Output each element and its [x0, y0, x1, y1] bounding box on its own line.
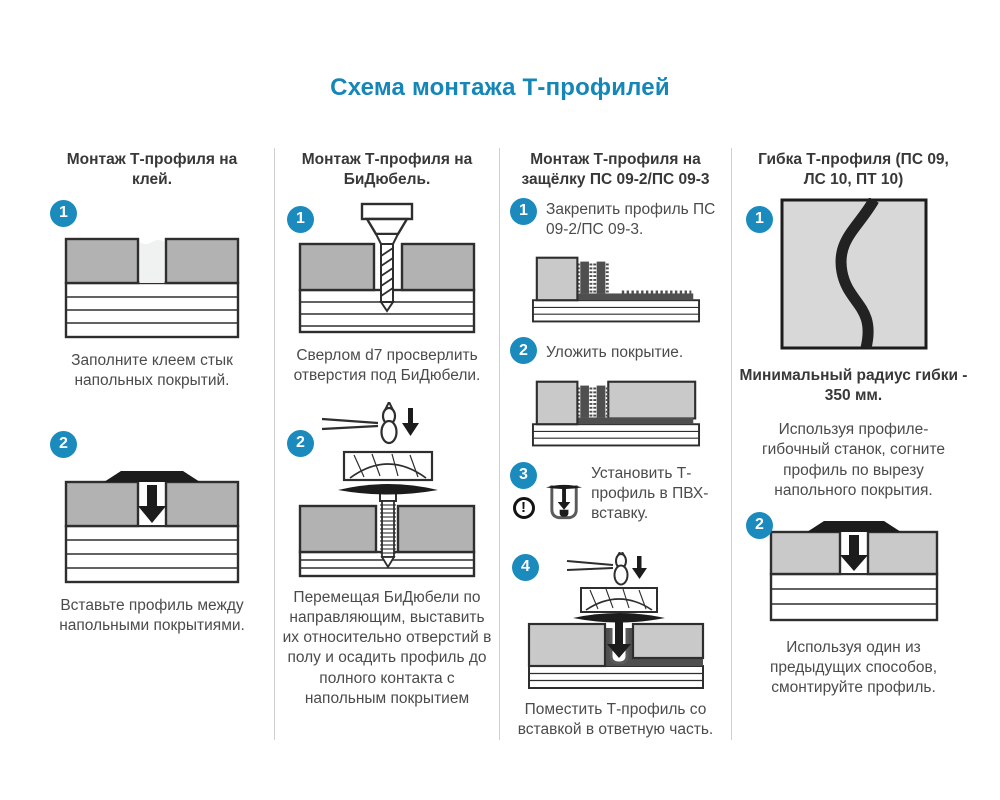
step-badge: 1	[510, 198, 537, 225]
t-profile-cap	[807, 521, 901, 532]
latch-clip	[577, 262, 693, 301]
warning-icon: !	[513, 497, 535, 519]
step-badge: 2	[510, 337, 537, 364]
column-bidowel	[275, 148, 500, 740]
t-profile-cap	[573, 613, 665, 623]
glue-joint-illustration	[64, 237, 240, 339]
step-caption: Сверлом d7 просверлить отверстия под БиДюбели.	[293, 346, 481, 384]
floor-covering-right	[608, 382, 695, 419]
step-block	[281, 202, 493, 334]
step-block	[506, 552, 725, 690]
drilling-illustration	[292, 202, 482, 334]
step-block	[738, 198, 969, 350]
min-radius-caption: Минимальный радиус гибки - 350 мм.	[739, 366, 968, 404]
page-title: Схема монтажа Т-профилей	[330, 74, 670, 101]
hammer-icon	[567, 552, 628, 585]
column-bending-header: Гибка Т-профиля (ПС 09, ЛС 10, ПТ 10)	[758, 151, 949, 188]
step-badge: 3	[510, 462, 537, 489]
glue-gap	[140, 240, 165, 283]
column-glue	[30, 148, 275, 740]
pvc-insert-illustration	[546, 462, 582, 542]
column-bidowel-header: Монтаж Т-профиля на БиДюбель.	[301, 151, 473, 188]
floor-covering-right	[166, 239, 238, 283]
step-badge: 1	[50, 200, 77, 227]
column-latch-header: Монтаж Т-профиля на защёлку ПС 09-2/ПС 09-3	[521, 151, 710, 188]
hammer-icon	[322, 402, 397, 443]
down-arrow-icon	[632, 556, 647, 579]
step-badge: 2	[50, 431, 77, 458]
step-caption: Закрепить профиль ПС 09-2/ПС 09-3.	[546, 200, 716, 238]
step-block	[506, 462, 725, 542]
down-arrow-icon	[402, 408, 419, 436]
step-badge: 2	[746, 512, 773, 539]
level-gauge	[581, 588, 657, 612]
column-glue-header: Монтаж Т-профиля на клей.	[66, 151, 238, 188]
step-badge: 1	[287, 206, 314, 233]
level-gauge	[344, 452, 432, 480]
t-profile-cap	[104, 471, 200, 482]
badge-stack	[510, 462, 537, 519]
profile-insert-illustration	[64, 466, 240, 584]
step-caption: Установить Т-профиль в ПВХ-вставку.	[591, 464, 709, 522]
latch-profile-illustration	[526, 250, 706, 323]
step-caption: Вставьте профиль между напольными покрытиями.	[59, 596, 245, 635]
column-bending	[732, 148, 975, 740]
profile-insert-illustration	[769, 516, 939, 624]
step-block	[281, 402, 493, 578]
column-latch	[500, 148, 732, 740]
floor-covering-left	[536, 382, 577, 424]
bending-instructions: Используя профиле-гибочный станок, согните профиль по вырезу напольного покрытия.	[761, 420, 946, 500]
latch-covered-illustration	[526, 374, 706, 447]
step-caption: Заполните клеем стык напольных покрытий.	[71, 351, 233, 389]
step-caption: Поместить Т-профиль со вставкой в ответную часть.	[517, 700, 714, 738]
hammer-dowel-illustration	[292, 402, 482, 578]
step-badge: 4	[512, 554, 539, 581]
step-badge: 2	[287, 430, 314, 457]
step-badge: 1	[746, 206, 773, 233]
step-block	[506, 337, 725, 364]
columns-row	[30, 148, 975, 740]
step-caption: Перемещая БиДюбели по направляющим, выставить их относительно отверстий в полу и осадить профиль до полного контакта с напольным покрытием	[282, 588, 492, 707]
step-caption: Используя один из предыдущих способов, смонтируйте профиль.	[769, 638, 938, 697]
step-block	[738, 516, 969, 624]
step-caption: Уложить покрытие.	[546, 343, 684, 361]
floor-covering-left	[536, 258, 577, 300]
floor-covering-left	[66, 239, 138, 283]
step-block	[506, 198, 725, 240]
t-profile-cap	[338, 484, 438, 495]
bidowel-screw	[380, 492, 396, 567]
hammer-insert-illustration	[523, 552, 708, 690]
bent-profile-illustration	[780, 198, 928, 350]
